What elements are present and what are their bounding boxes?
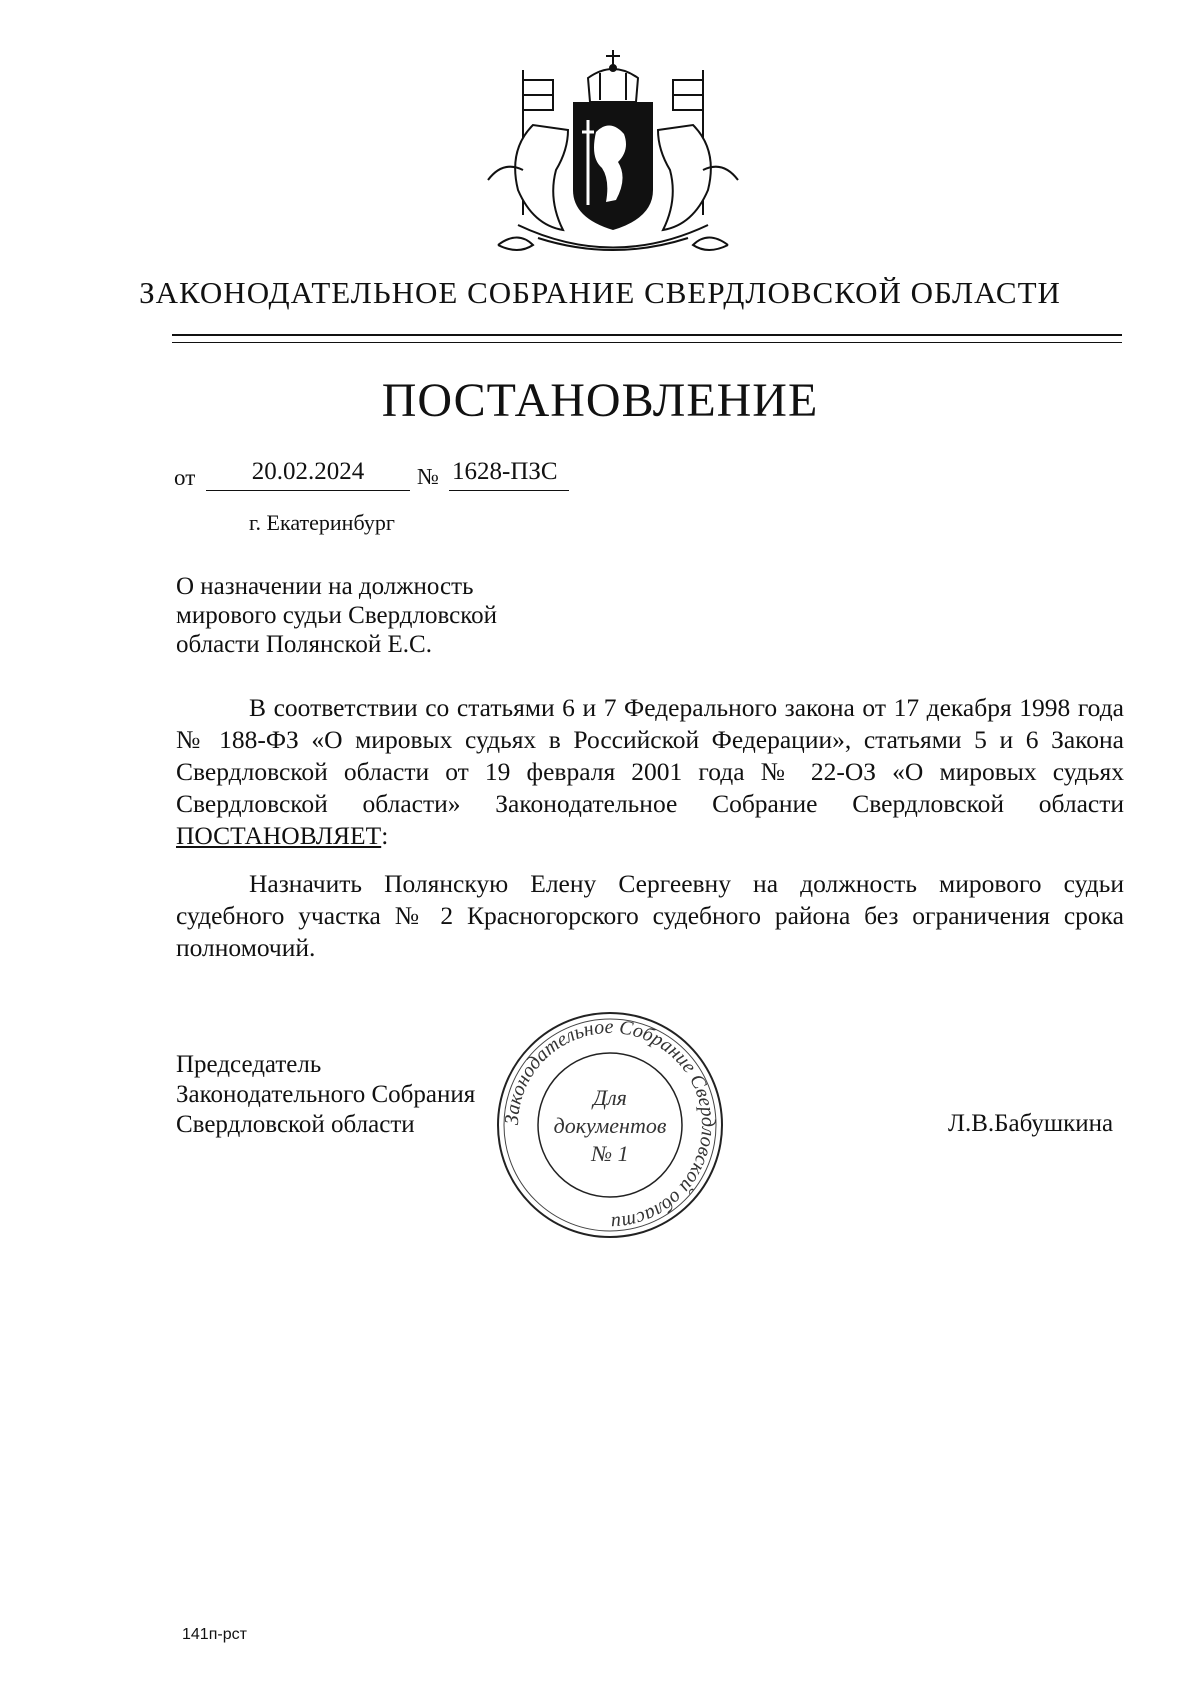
- coat-of-arms-icon: [478, 40, 748, 265]
- header-divider-thin: [172, 342, 1122, 343]
- number-label: №: [417, 464, 439, 489]
- decision-paragraph: Назначить Полянскую Елену Сергеевну на должность мирового судьи судебного участка № 2 Красногорского судебного района без ограничения срока полномочий.: [176, 869, 1124, 962]
- seal-center-line: документов: [553, 1113, 667, 1138]
- document-type-title: ПОСТАНОВЛЕНИЕ: [381, 374, 819, 427]
- footer-code: 141п-рст: [182, 1626, 247, 1643]
- document-number: 1628-ПЗС: [452, 458, 558, 485]
- subject-line: области Полянской Е.С.: [176, 631, 432, 658]
- city: г. Екатеринбург: [249, 510, 395, 535]
- number-underline: [449, 490, 569, 491]
- signatory-name: Л.В.Бабушкина: [948, 1110, 1114, 1137]
- decree-colon: :: [381, 821, 389, 850]
- seal-center-line: Для: [593, 1085, 627, 1110]
- preamble-paragraph: [176, 692, 1124, 852]
- subject-block: [176, 572, 497, 659]
- signatory-title: [176, 1050, 475, 1140]
- seal-ring-text: Законодательное Собрание Свердловской области: [500, 1015, 720, 1235]
- subject-line: мирового судьи Свердловской: [176, 602, 497, 629]
- date-underline: [206, 490, 410, 491]
- from-label: от: [174, 465, 196, 490]
- header-divider: [172, 334, 1122, 336]
- preamble-text: В соответствии со статьями 6 и 7 Федерального закона от 17 декабря 1998 года № 188-ФЗ «О мировых судьях в Российской Федерации», статьями 5 и 6 Закона Свердловской области от 19 февраля 2001 года № 22-ОЗ «О мировых судьях Свердловской области» Законодательное Собрание Свердловской области: [176, 693, 1124, 818]
- official-seal-icon: [490, 1005, 730, 1245]
- seal-center-line: № 1: [591, 1141, 629, 1166]
- signatory-line: Председатель: [176, 1051, 322, 1078]
- signatory-line: Свердловской области: [176, 1111, 415, 1138]
- subject-line: О назначении на должность: [176, 573, 474, 600]
- decree-word: ПОСТАНОВЛЯЕТ: [176, 821, 382, 850]
- signatory-line: Законодательного Собрания: [176, 1081, 476, 1108]
- organization-name: ЗАКОНОДАТЕЛЬНОЕ СОБРАНИЕ СВЕРДЛОВСКОЙ ОБЛАСТИ: [139, 275, 1061, 310]
- document-date: 20.02.2024: [251, 458, 365, 485]
